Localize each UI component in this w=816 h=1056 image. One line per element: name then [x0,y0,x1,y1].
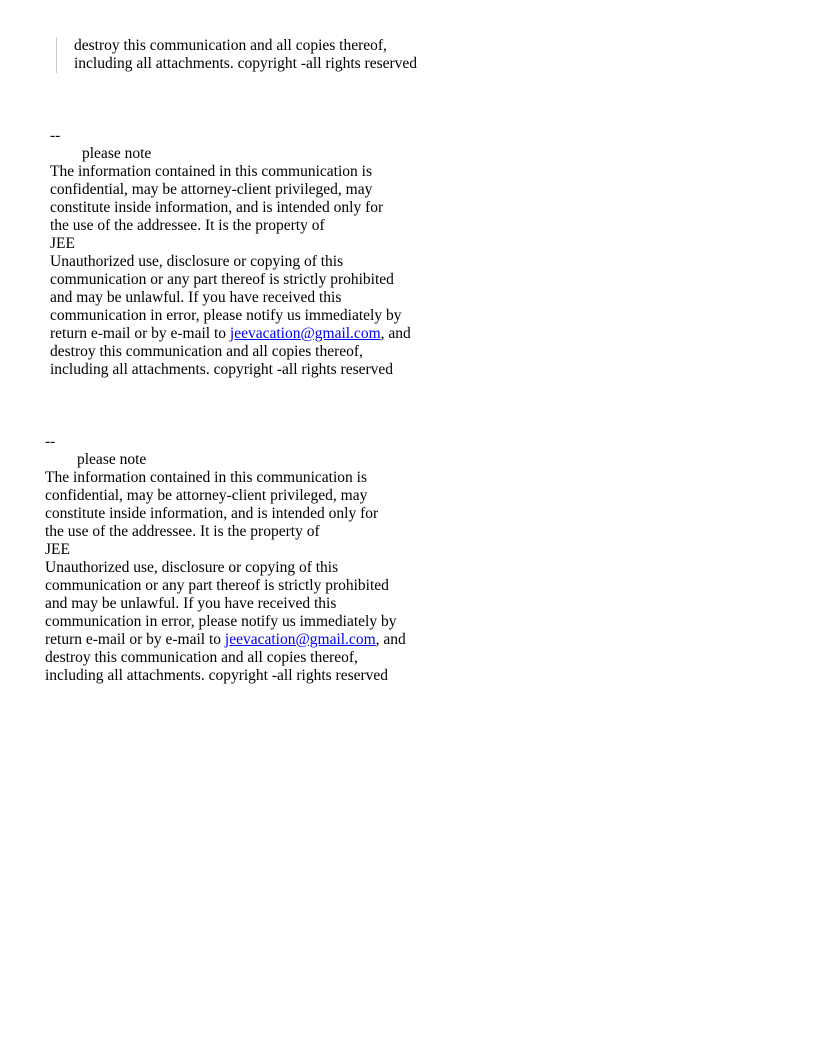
text-line: destroy this communication and all copies thereof, [45,649,358,666]
text-line: including all attachments. copyright -all rights reserved [50,361,394,378]
owner-name: JEE [45,541,70,558]
email-link[interactable]: jeevacation@gmail.com [224,631,376,648]
text-line: constitute inside information, and is intended only for [45,505,379,522]
signature-separator: -- [45,433,56,450]
text-line: communication or any part thereof is strictly prohibited [50,271,394,288]
text-line: The information contained in this communication is [45,469,367,486]
text-line: Unauthorized use, disclosure or copying of this [50,253,344,270]
email-line [45,631,406,649]
owner-name: JEE [50,235,75,252]
disclaimer-heading: please note [82,145,152,162]
text-line: destroy this communication and all copies thereof, [50,343,363,360]
text-line: confidential, may be attorney-client privileged, may [45,487,368,504]
email-line [50,325,411,343]
text-line: Unauthorized use, disclosure or copying of this [45,559,339,576]
signature-disclaimer-1 [50,127,411,379]
signature-disclaimer-2 [45,433,406,685]
text-line: confidential, may be attorney-client privileged, may [50,181,373,198]
text-line: the use of the addressee. It is the property of [45,523,320,540]
signature-separator: -- [50,127,61,144]
text-line: including all attachments. copyright -all rights reserved [74,55,418,72]
text-line: the use of the addressee. It is the property of [50,217,325,234]
text-fragment: , and [375,631,406,648]
text-fragment: return e-mail or by e-mail to [45,631,225,648]
text-line: and may be unlawful. If you have received this [45,595,337,612]
email-link[interactable]: jeevacation@gmail.com [229,325,381,342]
text-line: constitute inside information, and is intended only for [50,199,384,216]
disclaimer-heading: please note [77,451,147,468]
text-line: communication in error, please notify us immediately by [45,613,397,630]
text-fragment: return e-mail or by e-mail to [50,325,230,342]
text-line: communication in error, please notify us immediately by [50,307,402,324]
text-line: The information contained in this communication is [50,163,372,180]
text-line: including all attachments. copyright -all rights reserved [45,667,389,684]
text-line: communication or any part thereof is strictly prohibited [45,577,389,594]
quoted-disclaimer-tail [56,37,417,73]
text-line: destroy this communication and all copies thereof, [74,37,387,54]
text-line: and may be unlawful. If you have received this [50,289,342,306]
text-fragment: , and [380,325,411,342]
